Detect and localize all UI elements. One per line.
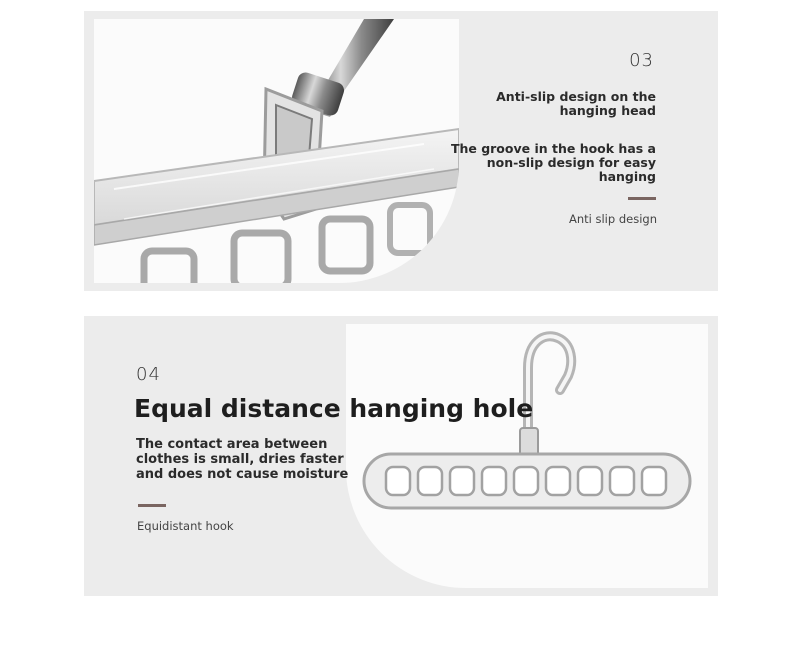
- accent-divider: [138, 504, 166, 507]
- hanger-closeup-photo: [94, 19, 459, 283]
- feature-number: 03: [629, 50, 654, 71]
- feature-caption: Equidistant hook: [137, 519, 234, 533]
- feature-description: The groove in the hook has a non-slip design for easy hanging: [450, 141, 656, 184]
- hanger-full-photo: [346, 324, 708, 588]
- feature-number: 04: [136, 364, 161, 385]
- feature-panel-anti-slip: [84, 11, 718, 291]
- feature-panel-equal-distance: [84, 316, 718, 596]
- hanger-full-illustration: [346, 324, 708, 588]
- accent-divider: [628, 197, 656, 200]
- feature-title: Equal distance hanging hole: [134, 394, 534, 423]
- hanger-hook-closeup-illustration: [94, 19, 459, 283]
- feature-headline: Anti-slip design on the hanging head: [496, 89, 656, 118]
- feature-description: The contact area between clothes is small, dries faster and does not cause moisture: [136, 437, 349, 482]
- feature-caption: Anti slip design: [568, 212, 657, 226]
